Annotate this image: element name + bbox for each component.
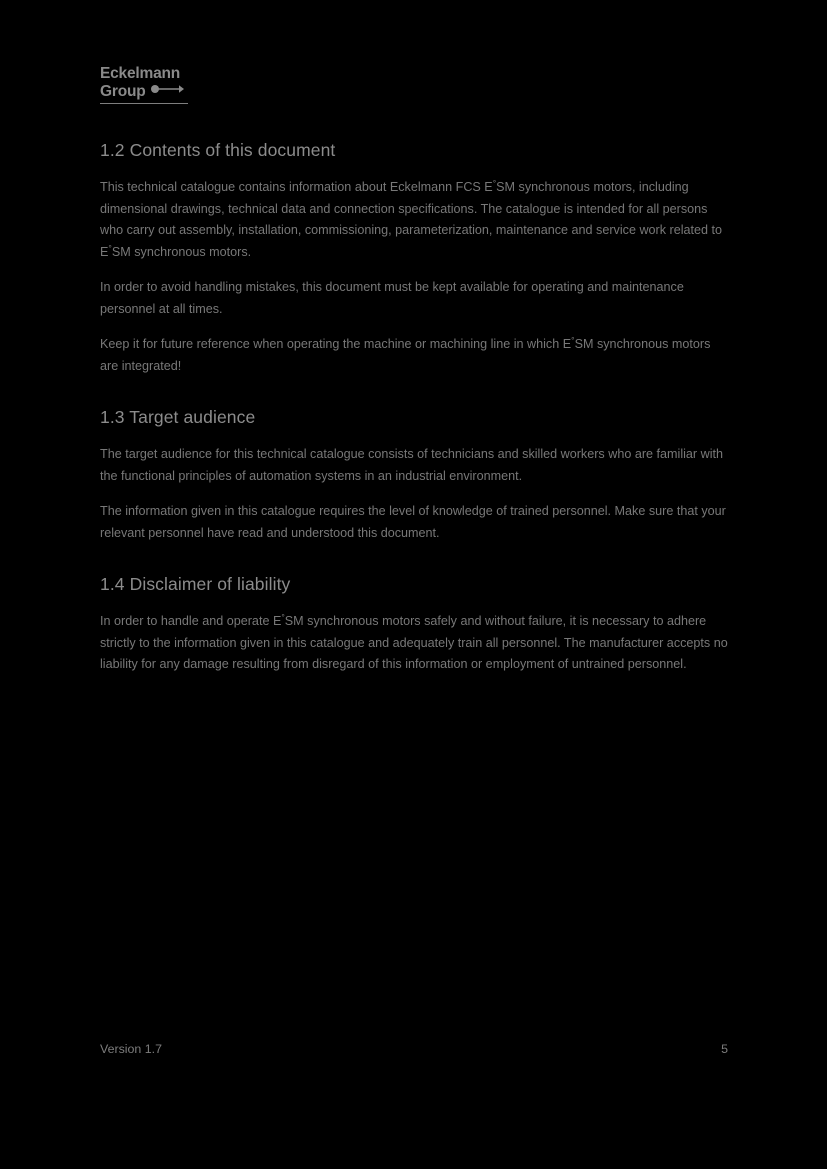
document-body [100, 140, 728, 676]
paragraph-target-audience-1: The target audience for this technical catalogue consists of technicians and skilled workers who are familiar with the functional principles of automation systems in an industrial environment. [100, 447, 724, 483]
footer-page-number: 5 [721, 1042, 728, 1056]
logo-second-row [100, 82, 192, 100]
footer-version: Version 1.7 [100, 1042, 162, 1056]
paragraph-contents-1: This technical catalogue contains information about Eckelmann FCS E°SM synchronous motors, including dimensional drawings, technical data and connection specifications. The catalogue is intended for all persons who carry out assembly, installation, commissioning, parameterization, maintenance and service work related to E°SM synchronous motors. [100, 177, 723, 259]
degree-superscript: ° [108, 242, 112, 253]
degree-superscript: ° [492, 177, 497, 188]
degree-superscript: ° [571, 334, 575, 345]
degree-superscript: ° [281, 611, 285, 622]
logo-underline [100, 103, 188, 104]
logo-text-eckelmann: Eckelmann [100, 65, 181, 82]
section-heading-disclaimer: 1.4 Disclaimer of liability [100, 574, 291, 594]
logo-text-group: Group [100, 82, 146, 100]
arrow-right-icon [150, 82, 184, 100]
paragraph-disclaimer-1: In order to handle and operate E°SM synchronous motors safely and without failure, it is necessary to adhere strictly to the information given in this catalogue and adequately train all personnel. The manufacturer accepts no liability for any damage resulting from disregard of this information or employment of untrained personnel. [100, 611, 728, 671]
paragraph-contents-3: Keep it for future reference when operating the machine or machining line in which E°SM synchronous motors are integrated! [100, 334, 711, 373]
page-footer [100, 1042, 728, 1056]
paragraph-target-audience-2: The information given in this catalogue requires the level of knowledge of trained personnel. Make sure that your relevant personnel have read and understood this document. [100, 504, 726, 540]
section-heading-contents: 1.2 Contents of this document [100, 140, 336, 160]
section-heading-target-audience: 1.3 Target audience [100, 407, 256, 427]
paragraph-contents-2: In order to avoid handling mistakes, this document must be kept available for operating and maintenance personnel at all times. [100, 280, 684, 316]
eckelmann-group-logo [100, 66, 192, 104]
